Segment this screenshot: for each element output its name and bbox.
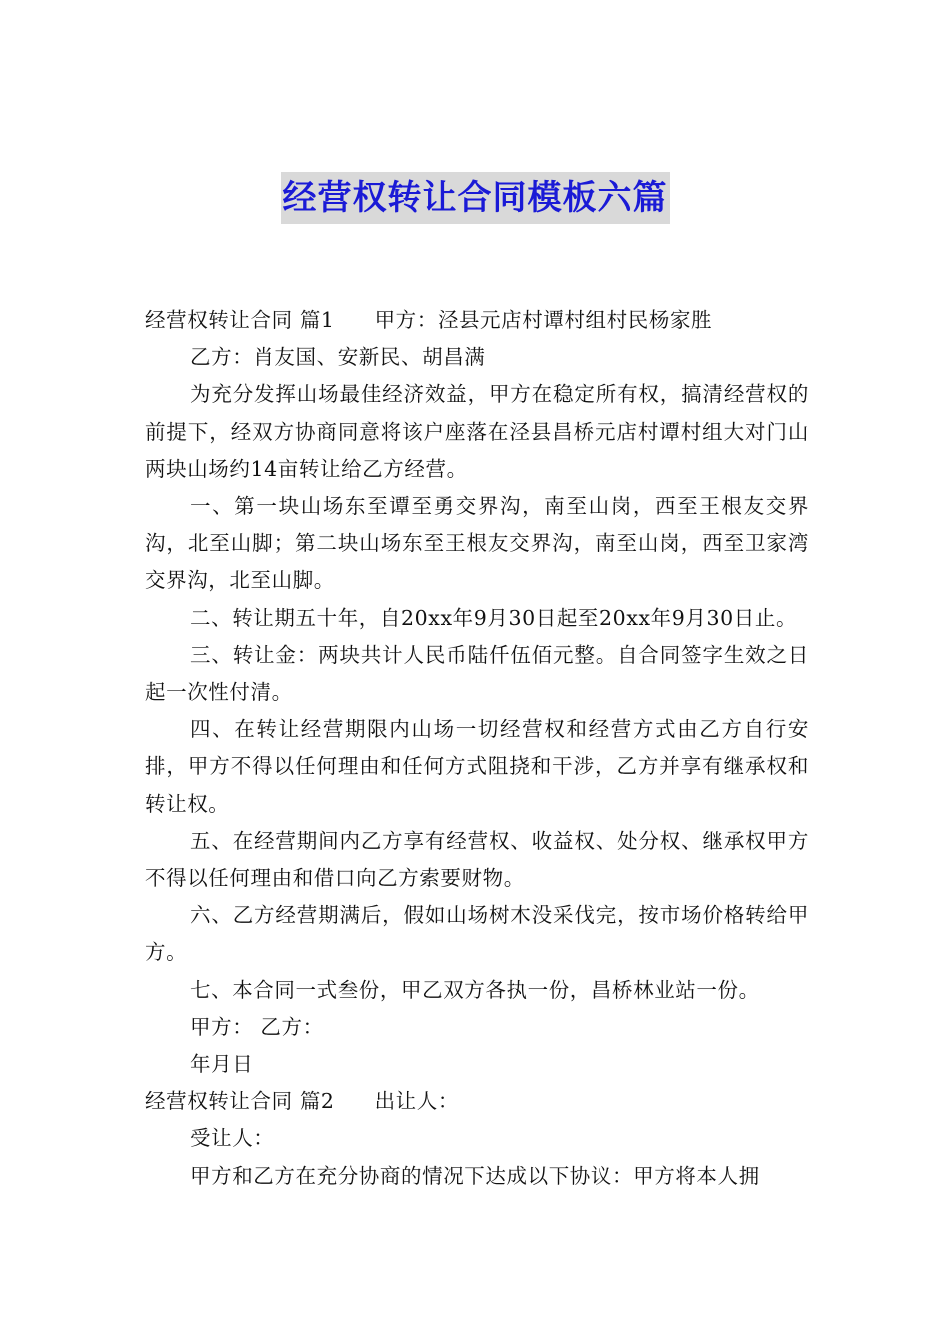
title-container bbox=[0, 172, 950, 224]
paragraph: 二、转让期五十年，自20xx年9月30日起至20xx年9月30日止。 bbox=[190, 605, 798, 630]
transferor-line: 出让人： bbox=[374, 1089, 459, 1114]
contract-1-header bbox=[145, 302, 809, 339]
paragraph: 受让人： bbox=[190, 1126, 275, 1151]
paragraph: 甲方和乙方在充分协商的情况下达成以下协议：甲方将本人拥 bbox=[190, 1163, 760, 1188]
paragraph: 一、第一块山场东至谭至勇交界沟，南至山岗，西至王根友交界沟，北至山脚；第二块山场东至王根友交界沟，南至山岗，西至卫家湾交界沟，北至山脚。 bbox=[145, 494, 809, 593]
paragraph: 四、在转让经营期限内山场一切经营权和经营方式由乙方自行安排，甲方不得以任何理由和任何方式阻挠和干涉，乙方并享有继承权和转让权。 bbox=[145, 717, 809, 816]
paragraph: 为充分发挥山场最佳经济效益，甲方在稳定所有权，搞清经营权的前提下，经双方协商同意将该户座落在泾县昌桥元店村谭村组大对门山两块山场约14亩转让给乙方经营。 bbox=[145, 382, 809, 481]
section-heading: 经营权转让合同 篇2 bbox=[145, 1089, 335, 1114]
date-line: 年月日 bbox=[190, 1052, 254, 1077]
document-body bbox=[145, 302, 809, 1195]
contract-2-header bbox=[145, 1083, 809, 1120]
paragraph: 三、转让金：两块共计人民币陆仟伍佰元整。自合同签字生效之日起一次性付清。 bbox=[145, 642, 809, 705]
party-a-line: 甲方：泾县元店村谭村组村民杨家胜 bbox=[374, 308, 713, 332]
paragraph: 五、在经营期间内乙方享有经营权、收益权、处分权、继承权甲方不得以任何理由和借口向乙方索要财物。 bbox=[145, 828, 809, 891]
paragraph: 乙方：肖友国、安新民、胡昌满 bbox=[190, 345, 486, 370]
signature-line: 甲方： 乙方： bbox=[190, 1014, 324, 1039]
page-title: 经营权转让合同模板六篇 bbox=[281, 172, 670, 224]
section-heading: 经营权转让合同 篇1 bbox=[145, 308, 335, 332]
paragraph: 七、本合同一式叁份，甲乙双方各执一份，昌桥林业站一份。 bbox=[190, 977, 760, 1002]
paragraph: 六、乙方经营期满后，假如山场树木没采伐完，按市场价格转给甲方。 bbox=[145, 903, 809, 965]
